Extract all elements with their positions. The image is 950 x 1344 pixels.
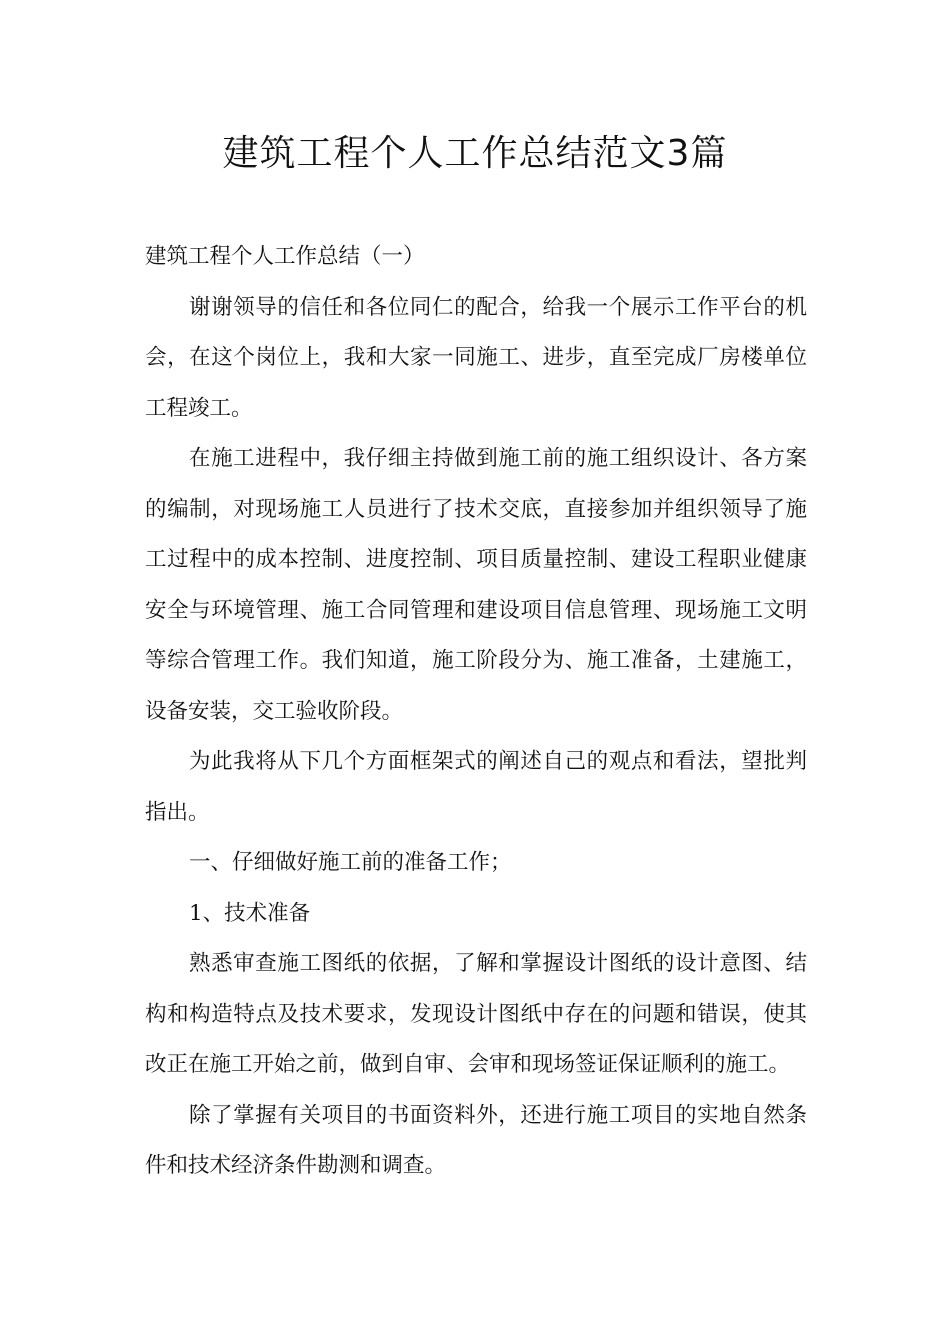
subheading-preparation: 一、仔细做好施工前的准备工作；	[189, 850, 512, 875]
paragraph-drawing-review: 熟悉审查施工图纸的依据，了解和掌握设计图纸的设计意图、结构和构造特点及技术要求，发现设计图纸中存在的问题和错误，使其改正在施工开始之前，做到自审、会审和现场签证保证顺利的施工。	[145, 951, 807, 1077]
section-heading: 建筑工程个人工作总结（一）	[145, 244, 425, 269]
subheading-technical-prep: 1、技术准备	[189, 900, 311, 926]
paragraph-construction-process: 在施工进程中，我仔细主持做到施工前的施工组织设计、各方案的编制，对现场施工人员进行了技术交底，直接参加并组织领导了施工过程中的成本控制、进度控制、项目质量控制、建设工程职业健康安全与环境管理、施工合同管理和建设项目信息管理、现场施工文明等综合管理工作。我们知道，施工阶段分为、施工准备，土建施工，设备安装，交工验收阶段。	[145, 446, 807, 724]
paragraph-thanks: 谢谢领导的信任和各位同仁的配合，给我一个展示工作平台的机会，在这个岗位上，我和大家一同施工、进步，直至完成厂房楼单位工程竣工。	[145, 294, 807, 421]
paragraph-site-survey: 除了掌握有关项目的书面资料外，还进行施工项目的实地自然条件和技术经济条件勘测和调查。	[145, 1102, 807, 1178]
paragraph-outline: 为此我将从下几个方面框架式的阐述自己的观点和看法，望批判指出。	[145, 749, 807, 825]
document-title: 建筑工程个人工作总结范文3篇	[222, 133, 728, 174]
document-body	[145, 232, 807, 1192]
